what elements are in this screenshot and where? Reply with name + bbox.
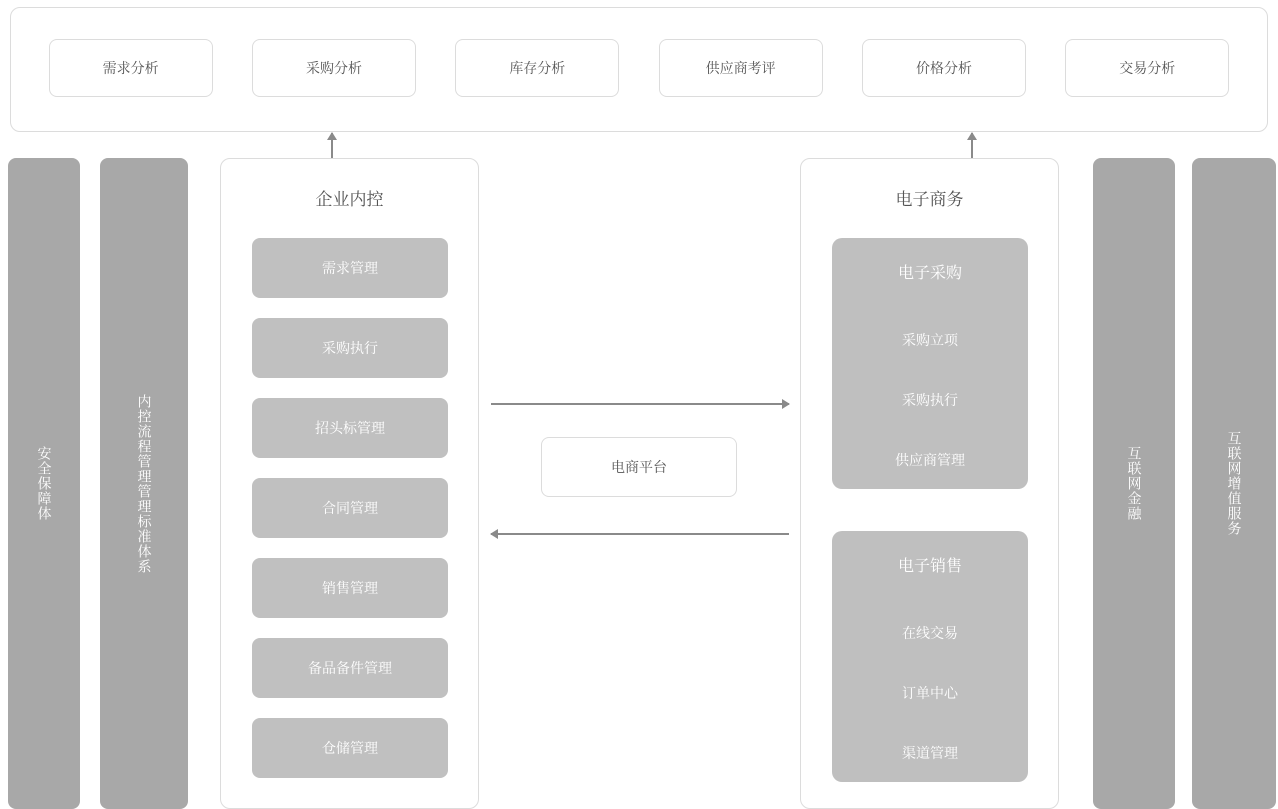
module-procurement-execution[interactable]: 采购执行 bbox=[252, 318, 448, 378]
sidebar-internet-value-added-service: 互联网增值服务 bbox=[1192, 158, 1276, 809]
sidebar-internet-finance: 互联网金融 bbox=[1093, 158, 1175, 809]
eprocurement-item-supplier-management[interactable]: 供应商管理 bbox=[895, 452, 965, 468]
module-contract-management[interactable]: 合同管理 bbox=[252, 478, 448, 538]
module-warehouse-management[interactable]: 仓储管理 bbox=[252, 718, 448, 778]
eprocurement-title: 电子采购 bbox=[897, 265, 962, 282]
module-spare-parts-management[interactable]: 备品备件管理 bbox=[252, 638, 448, 698]
analysis-item-procurement[interactable]: 采购分析 bbox=[252, 39, 416, 97]
internal-control-title: 企业内控 bbox=[315, 190, 384, 209]
analysis-item-supplier-evaluation[interactable]: 供应商考评 bbox=[659, 39, 823, 97]
esales-item-channel-management[interactable]: 渠道管理 bbox=[902, 745, 958, 761]
analysis-item-list bbox=[11, 39, 1267, 97]
internal-control-card bbox=[220, 158, 479, 809]
ecommerce-panel-eprocurement[interactable] bbox=[832, 238, 1028, 489]
esales-title: 电子销售 bbox=[897, 558, 962, 575]
esales-item-online-trading[interactable]: 在线交易 bbox=[902, 625, 958, 641]
analysis-panel bbox=[10, 7, 1268, 132]
eprocurement-item-project-setup[interactable]: 采购立项 bbox=[902, 332, 958, 348]
ecommerce-panel-esales[interactable] bbox=[832, 531, 1028, 782]
arrow-up-ecommerce bbox=[971, 133, 973, 160]
module-sales-management[interactable]: 销售管理 bbox=[252, 558, 448, 618]
arrow-internal-to-ecommerce bbox=[491, 403, 789, 405]
module-demand-management[interactable]: 需求管理 bbox=[252, 238, 448, 298]
sidebar-security-guarantee: 安全保障体 bbox=[8, 158, 80, 809]
esales-item-order-center[interactable]: 订单中心 bbox=[902, 685, 958, 701]
arrow-ecommerce-to-internal bbox=[491, 533, 789, 535]
sidebar-internal-control-process: 内控流程管理管理标准体系 bbox=[100, 158, 188, 809]
ecommerce-title: 电子商务 bbox=[895, 190, 964, 209]
analysis-item-inventory[interactable]: 库存分析 bbox=[455, 39, 619, 97]
eprocurement-item-execution[interactable]: 采购执行 bbox=[902, 392, 958, 408]
module-bidding-management[interactable]: 招头标管理 bbox=[252, 398, 448, 458]
analysis-item-transaction[interactable]: 交易分析 bbox=[1065, 39, 1229, 97]
arrow-up-internal-control bbox=[331, 133, 333, 160]
analysis-item-demand[interactable]: 需求分析 bbox=[49, 39, 213, 97]
ecommerce-card bbox=[800, 158, 1059, 809]
ecommerce-platform-box[interactable]: 电商平台 bbox=[541, 437, 737, 497]
analysis-item-price[interactable]: 价格分析 bbox=[862, 39, 1026, 97]
